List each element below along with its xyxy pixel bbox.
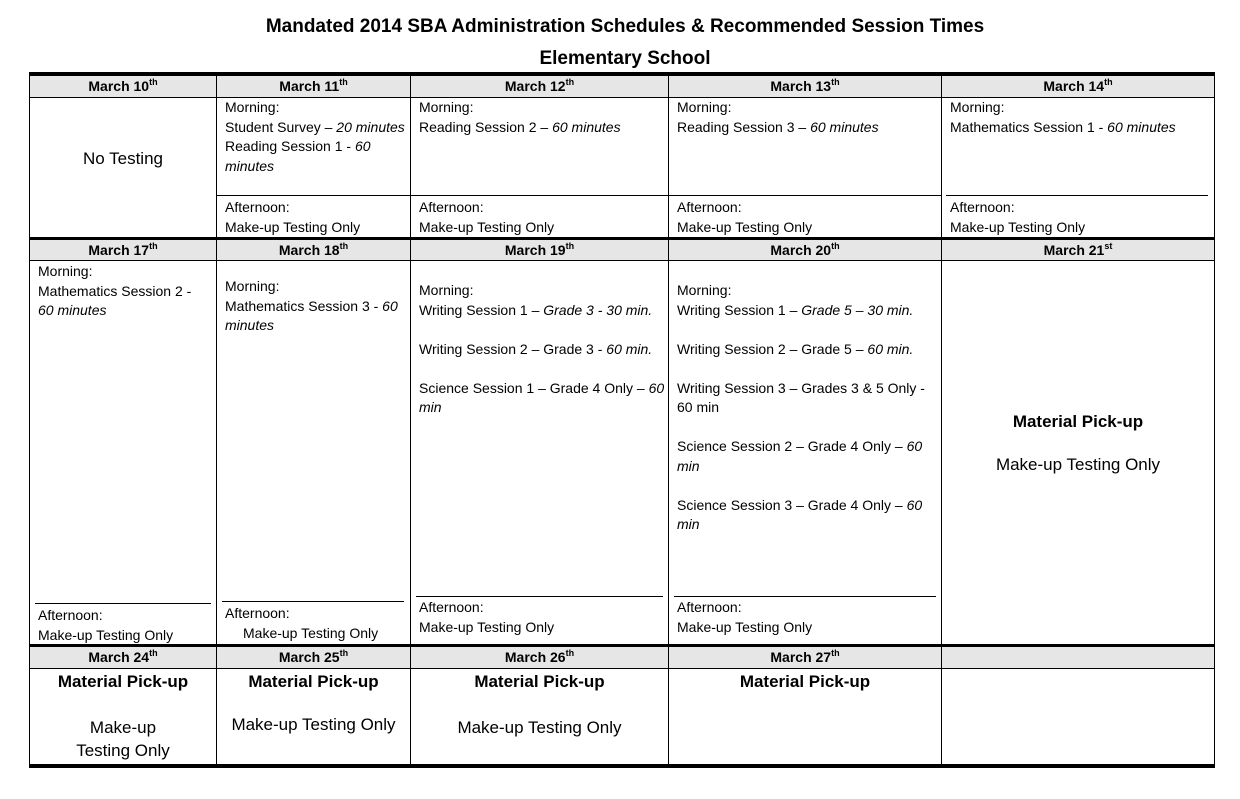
mar12-afternoon: Afternoon: Make-up Testing Only [419, 199, 555, 235]
day-header-mar26: March 26th [411, 647, 668, 668]
day-header-mar14: March 14th [942, 76, 1214, 97]
mar27-content: Material Pick-up [739, 672, 871, 691]
mar26-content: Material Pick-up Make-up Testing Only [457, 672, 622, 737]
mar12-morning: Morning: Reading Session 2 – 60 minutes [419, 99, 621, 135]
day-header-empty [942, 647, 1214, 668]
mar13-morning: Morning: Reading Session 3 – 60 minutes [677, 99, 879, 135]
mar18-morning: Morning: Mathematics Session 3 - 60 minutes [225, 278, 398, 333]
page-subtitle: Elementary School [539, 48, 711, 69]
day-header-mar11: March 11th [217, 76, 410, 97]
mar21-content: Material Pick-up Make-up Testing Only [995, 412, 1161, 474]
mar20-afternoon: Afternoon: Make-up Testing Only [677, 599, 813, 635]
day-header-mar19: March 19th [411, 240, 668, 260]
mar14-afternoon: Afternoon: Make-up Testing Only [950, 199, 1086, 235]
mar13-afternoon: Afternoon: Make-up Testing Only [677, 199, 813, 235]
mar19-morning: Morning: Writing Session 1 – Grade 3 - 30 min. Writing Session 2 – Grade 3 - 60 min. Science Session 1 – Grade 4 Only – 60 min [419, 282, 665, 415]
day-header-mar18: March 18th [217, 240, 410, 260]
mar20-morning: Morning: Writing Session 1 – Grade 5 – 30 min. Writing Session 2 – Grade 5 – 60 min. Writing Session 3 – Grades 3 & 5 Only - 60 min Science Session 2 – Grade 4 Only – 60 min Science Session 3 – Grade 4 Only – 60 min [677, 282, 925, 532]
mar10-no-testing: No Testing [82, 149, 163, 168]
mar11-morning: Morning: Student Survey – 20 minutes Reading Session 1 - 60 minutes [225, 99, 405, 174]
mar24-content: Material Pick-up Make-up Testing Only [57, 672, 189, 760]
mar17-morning: Morning: Mathematics Session 2 - 60 minutes [38, 263, 192, 318]
mar14-morning: Morning: Mathematics Session 1 - 60 minutes [950, 99, 1176, 135]
mar25-content: Material Pick-up Make-up Testing Only [231, 672, 396, 734]
day-header-mar10: March 10th [30, 76, 216, 97]
day-header-mar27: March 27th [669, 647, 941, 668]
mar11-afternoon: Afternoon: Make-up Testing Only [225, 199, 361, 235]
mar19-afternoon: Afternoon: Make-up Testing Only [419, 599, 555, 635]
day-header-mar12: March 12th [411, 76, 668, 97]
day-header-mar17: March 17th [30, 240, 216, 260]
day-header-mar13: March 13th [669, 76, 941, 97]
page-title: Mandated 2014 SBA Administration Schedules & Recommended Session Times [265, 16, 985, 37]
day-header-mar21: March 21st [942, 240, 1214, 260]
day-header-mar25: March 25th [217, 647, 410, 668]
day-header-mar24: March 24th [30, 647, 216, 668]
mar18-afternoon: Afternoon: Make-up Testing Only [225, 605, 379, 641]
mar17-afternoon: Afternoon: Make-up Testing Only [38, 607, 174, 643]
day-header-mar20: March 20th [669, 240, 941, 260]
